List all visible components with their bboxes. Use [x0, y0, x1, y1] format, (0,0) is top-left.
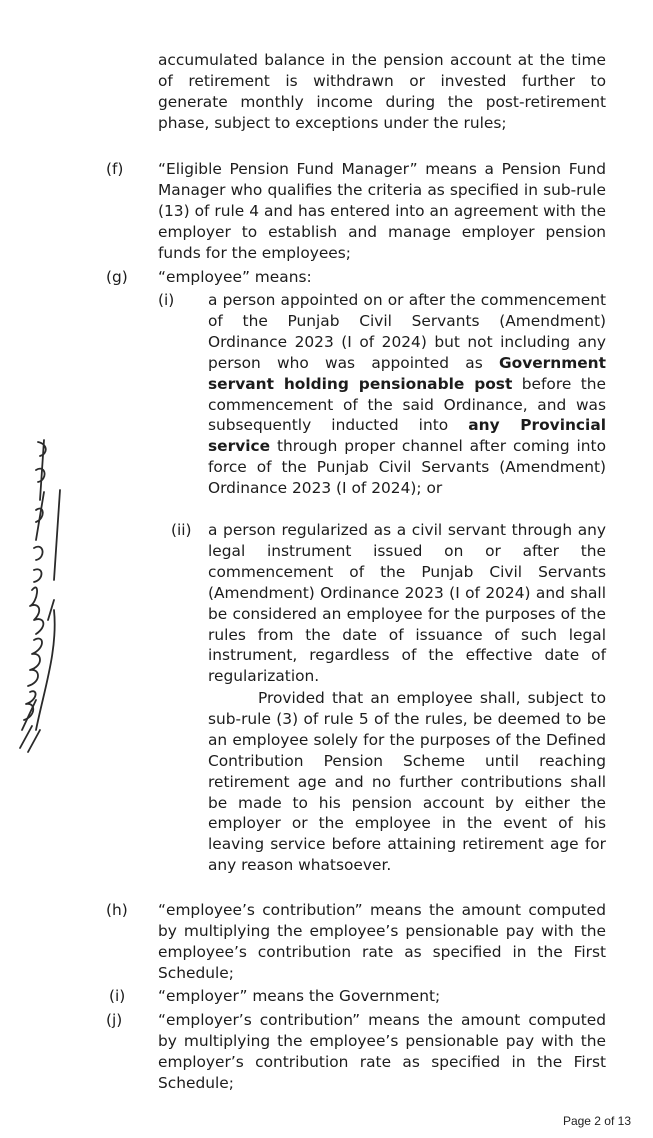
subclause-i-label: (i) [158, 291, 175, 309]
subclause-ii-text: a person regularized as a civil servant through any legal instrument issued on or after the commencement of the Punjab Civil Servants (Amendment) Ordinance 2023 (I of 2024) and shall be considered an employee for the purposes of the rules from the date of issuance of such legal instrument, regardless of the effective date of regularization. [208, 521, 606, 686]
subclause-i-bold2: any Provincial service [208, 416, 606, 456]
clause-f-label: (f) [106, 160, 124, 178]
subclause-i-bold1: Government servant holding pensionable post [208, 353, 606, 393]
clause-j-text: “employer’s contribution” means the amount computed by multiplying the employee’s pensionable pay with the employer’s contribution rate as specified in the First Schedule; [158, 1011, 606, 1092]
subclause-i-part2: before the commencement of the said Ordinance, and was subsequently inducted into [208, 374, 606, 435]
clause-g-label: (g) [106, 268, 128, 286]
clause-f-text: “Eligible Pension Fund Manager” means a Pension Fund Manager who qualifies the criteria as specified in sub-rule (13) of rule 4 and has entered into an agreement with the employer to establish and manage employer pension funds for the employees; [158, 160, 606, 262]
handwritten-signature [14, 430, 74, 760]
subclause-i-text [208, 290, 606, 499]
subclause-i-part3: through proper channel after coming into force of the Punjab Civil Servants (Amendment) Ordinance 2023 (I of 2024); or [208, 437, 606, 498]
subclause-ii-label: (ii) [171, 521, 192, 539]
subclause-i-part1: a person appointed on or after the commencement of the Punjab Civil Servants (Amendment) Ordinance 2023 (I of 2024) but not including any person who was appointed as [208, 291, 606, 372]
intro-paragraph: accumulated balance in the pension account at the time of retirement is withdrawn or invested further to generate monthly income during the post-retirement phase, subject to exceptions under the rules; [158, 51, 606, 132]
clause-h-text: “employee’s contribution” means the amount computed by multiplying the employee’s pensionable pay with the employee’s contribution rate as specified in the First Schedule; [158, 901, 606, 982]
clause-j-label: (j) [106, 1011, 123, 1029]
clause-g-text: “employee” means: [158, 268, 312, 286]
page-number: Page 2 of 13 [562, 1114, 631, 1128]
proviso-paragraph: Provided that an employee shall, subject to sub-rule (3) of rule 5 of the rules, be deemed to be an employee solely for the purposes of the Defined Contribution Pension Scheme until reaching retirement age and no further contributions shall be made to his pension account by either the employer or the employee in the event of his leaving service before attaining retirement age for any reason whatsoever. [208, 689, 606, 875]
clause-i-text: “employer” means the Government; [158, 987, 441, 1005]
clause-i-label: (i) [109, 987, 126, 1005]
clause-h-label: (h) [106, 901, 128, 919]
